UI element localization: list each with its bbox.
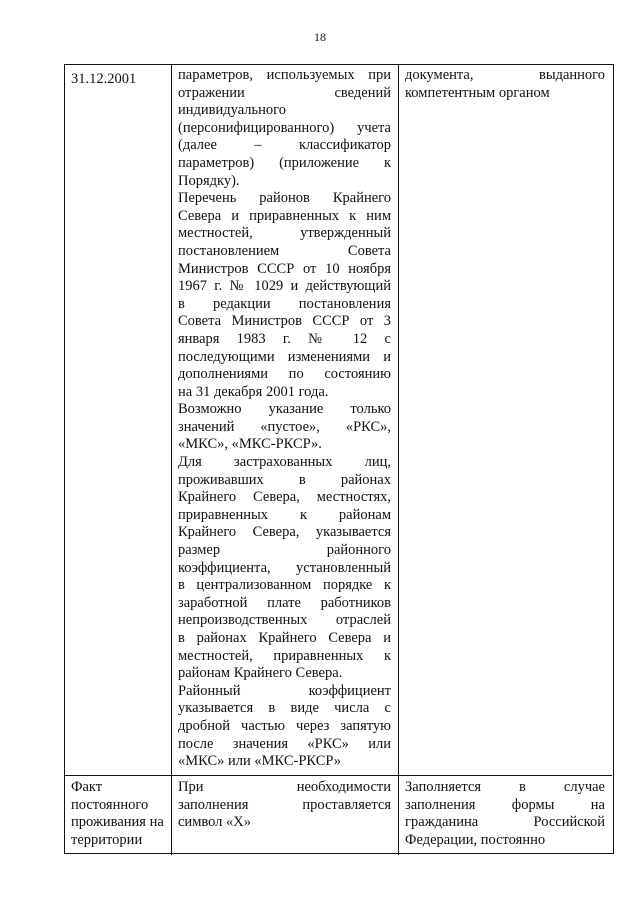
text-line: на 31 декабря 2001 года.: [178, 383, 329, 400]
text-line: размер районного: [178, 542, 391, 559]
row1-description-cell: [178, 67, 391, 771]
text-line: января 1983 г. № 12 с: [178, 330, 391, 347]
row1-note-cell: [405, 67, 605, 102]
text-line: заработной плате работников: [178, 594, 391, 611]
text-line: Для застрахованных лиц,: [178, 454, 391, 471]
text-line: проживавших в районах: [178, 471, 391, 488]
text-line: Совета Министров СССР от 3: [178, 313, 391, 330]
requirements-table: [64, 64, 614, 854]
text-line: (персонифицированного) учета: [178, 119, 391, 136]
text-line: Крайнего Севера, указывается: [178, 524, 391, 541]
text-line: коэффициента, установленный: [178, 559, 391, 576]
column-divider-2: [398, 65, 399, 855]
text-line: постановлением Совета: [178, 242, 391, 259]
text-line: местностей, приравненных к: [178, 647, 391, 664]
text-line: в районах Крайнего Севера и: [178, 630, 391, 646]
text-line: компетентным органом: [405, 84, 550, 101]
text-line: 1967 г. № 1029 и действующий: [178, 278, 391, 295]
effective-date: 31.12.2001: [71, 71, 137, 87]
text-line: параметров) (приложение к: [178, 154, 391, 171]
text-line: Крайнего Севера, местностях,: [178, 489, 391, 506]
text-line: в редакции постановления: [178, 295, 391, 312]
text-line: Возможно указание только: [178, 401, 391, 418]
row2-field-name-cell: [71, 779, 167, 849]
text-line: символ «Х»: [178, 814, 252, 831]
text-line: дополнениями по состоянию: [178, 366, 391, 383]
text-line: «МКС», «МКС-РКСР».: [178, 436, 322, 453]
text-line: отражении сведений: [178, 84, 391, 101]
text-line: Районный коэффициент: [178, 682, 391, 699]
text-line: Севера и приравненных к ним: [178, 207, 391, 224]
text-line: постоянного: [71, 796, 149, 813]
text-line: приравненных к районам: [178, 506, 391, 523]
text-line: проживания на: [71, 814, 164, 831]
text-line: последующими изменениями и: [178, 348, 391, 365]
text-line: местностей, утвержденный: [178, 225, 391, 242]
row2-description-cell: [178, 779, 391, 832]
row-divider: [65, 775, 612, 776]
text-line: после значения «РКС» или: [178, 735, 391, 752]
text-line: Заполняется в случае: [405, 779, 605, 795]
text-line: При необходимости: [178, 779, 391, 795]
text-line: непроизводственных отраслей: [178, 612, 391, 629]
text-line: Факт: [71, 779, 103, 795]
text-line: параметров, используемых при: [178, 67, 391, 83]
text-line: дробной частью через запятую: [178, 717, 391, 734]
text-line: районам Крайнего Севера.: [178, 665, 343, 682]
text-line: значений «пустое», «РКС»,: [178, 418, 391, 435]
text-line: «МКС» или «МКС-РКСР»: [178, 753, 342, 770]
text-line: Перечень районов Крайнего: [178, 190, 391, 207]
text-line: Порядку).: [178, 172, 240, 189]
text-line: территории: [71, 831, 143, 848]
column-divider-1: [171, 65, 172, 855]
page-number: 18: [314, 30, 326, 44]
text-line: в централизованном порядке к: [178, 577, 391, 594]
text-line: Министров СССР от 10 ноября: [178, 260, 391, 277]
row1-date-cell: [71, 71, 167, 89]
text-line: документа, выданного: [405, 67, 605, 83]
text-line: (далее – классификатор: [178, 137, 391, 154]
text-line: гражданина Российской: [405, 814, 605, 831]
text-line: заполнения проставляется: [178, 796, 391, 813]
text-line: заполнения формы на: [405, 796, 605, 813]
text-line: Федерации, постоянно: [405, 831, 546, 848]
row2-note-cell: [405, 779, 605, 849]
text-line: индивидуального: [178, 102, 286, 119]
text-line: указывается в виде числа с: [178, 700, 391, 717]
